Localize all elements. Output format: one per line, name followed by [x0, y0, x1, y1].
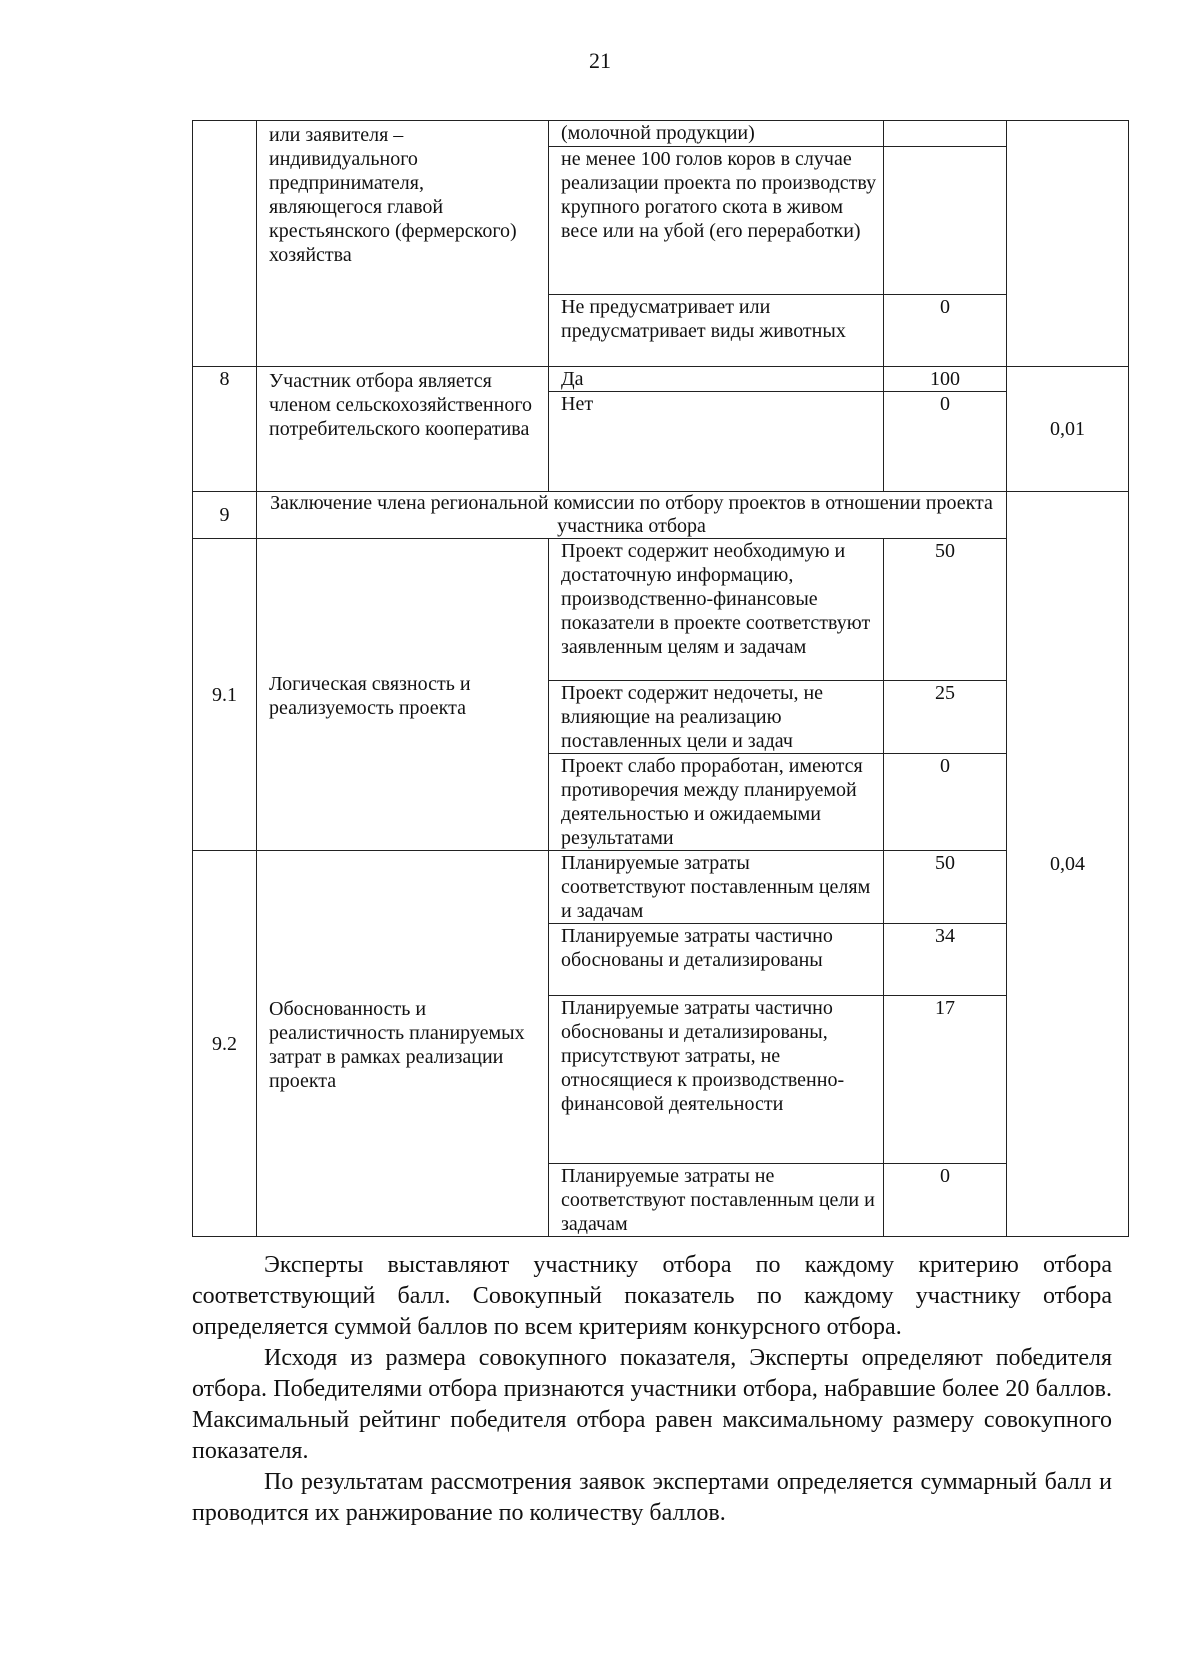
points-cell: 17 [884, 996, 1007, 1164]
criterion-cell: или заявителя – индивидуального предпринимателя, являющегося главой крестьянского (фермерского) хозяйства [257, 121, 549, 367]
points-cell [884, 147, 1007, 295]
table-row [193, 851, 1129, 924]
option-cell: Планируемые затраты частично обоснованы и детализированы, присутствуют затраты, не относящиеся к производственно-финансовой деятельности [549, 996, 884, 1164]
points-cell [884, 121, 1007, 147]
option-cell: Не предусматривает или предусматривает виды животных [549, 295, 884, 367]
row-number-cell: 9.1 [193, 539, 257, 851]
paragraph: Эксперты выставляют участнику отбора по каждому критерию отбора соответствующий балл. Совокупный показатель по каждому участнику отбора определяется суммой баллов по всем критериям конкурсного отбора. [192, 1252, 1112, 1340]
option-cell: Проект слабо проработан, имеются противоречия между планируемой деятельностью и ожидаемыми результатами [549, 754, 884, 851]
criteria-table [192, 120, 1129, 1237]
points-cell: 0 [884, 392, 1007, 492]
table-row [193, 121, 1129, 147]
row-number-cell [193, 121, 257, 367]
weight-cell [1007, 121, 1129, 367]
option-cell: Проект содержит недочеты, не влияющие на реализацию поставленных цели и задач [549, 681, 884, 754]
option-cell: Планируемые затраты частично обоснованы и детализированы [549, 924, 884, 996]
weight-cell: 0,01 [1007, 367, 1129, 492]
points-cell: 50 [884, 539, 1007, 681]
option-cell: не менее 100 голов коров в случае реализации проекта по производству крупного рогатого скота в живом весе или на убой (его переработки) [549, 147, 884, 295]
option-cell: Да [549, 367, 884, 392]
points-cell: 34 [884, 924, 1007, 996]
points-cell: 25 [884, 681, 1007, 754]
row-number-cell: 9 [193, 492, 257, 539]
paragraph: Исходя из размера совокупного показателя, Эксперты определяют победителя отбора. Победителями отбора признаются участники отбора, набравшие более 20 баллов. Максимальный рейтинг победителя отбора равен максимальному размеру совокупного показателя. [192, 1345, 1112, 1464]
row-number-cell: 8 [193, 367, 257, 492]
option-cell: Планируемые затраты не соответствуют поставленным цели и задачам [549, 1164, 884, 1237]
page-number: 21 [589, 48, 611, 73]
points-cell: 50 [884, 851, 1007, 924]
criterion-cell: Участник отбора является членом сельскохозяйственного потребительского кооператива [257, 367, 549, 492]
table-row [193, 367, 1129, 392]
points-cell: 0 [884, 295, 1007, 367]
table-row [193, 492, 1129, 539]
option-cell: Проект содержит необходимую и достаточную информацию, производственно-финансовые показатели в проекте соответствуют заявленным целям и задачам [549, 539, 884, 681]
option-cell: Планируемые затраты соответствуют поставленным целям и задачам [549, 851, 884, 924]
option-cell: (молочной продукции) [549, 121, 884, 147]
weight-cell: 0,04 [1007, 492, 1129, 1237]
paragraph: По результатам рассмотрения заявок экспертами определяется суммарный балл и проводится их ранжирование по количеству баллов. [192, 1469, 1112, 1526]
body-text [192, 1250, 1112, 1529]
points-cell: 0 [884, 754, 1007, 851]
points-cell: 0 [884, 1164, 1007, 1237]
criterion-cell: Логическая связность и реализуемость проекта [257, 539, 549, 851]
section-heading-cell: Заключение члена региональной комиссии по отбору проектов в отношении проекта участника отбора [257, 492, 1007, 539]
criterion-cell: Обоснованность и реалистичность планируемых затрат в рамках реализации проекта [257, 851, 549, 1237]
option-cell: Нет [549, 392, 884, 492]
row-number-cell: 9.2 [193, 851, 257, 1237]
table-row [193, 539, 1129, 681]
points-cell: 100 [884, 367, 1007, 392]
